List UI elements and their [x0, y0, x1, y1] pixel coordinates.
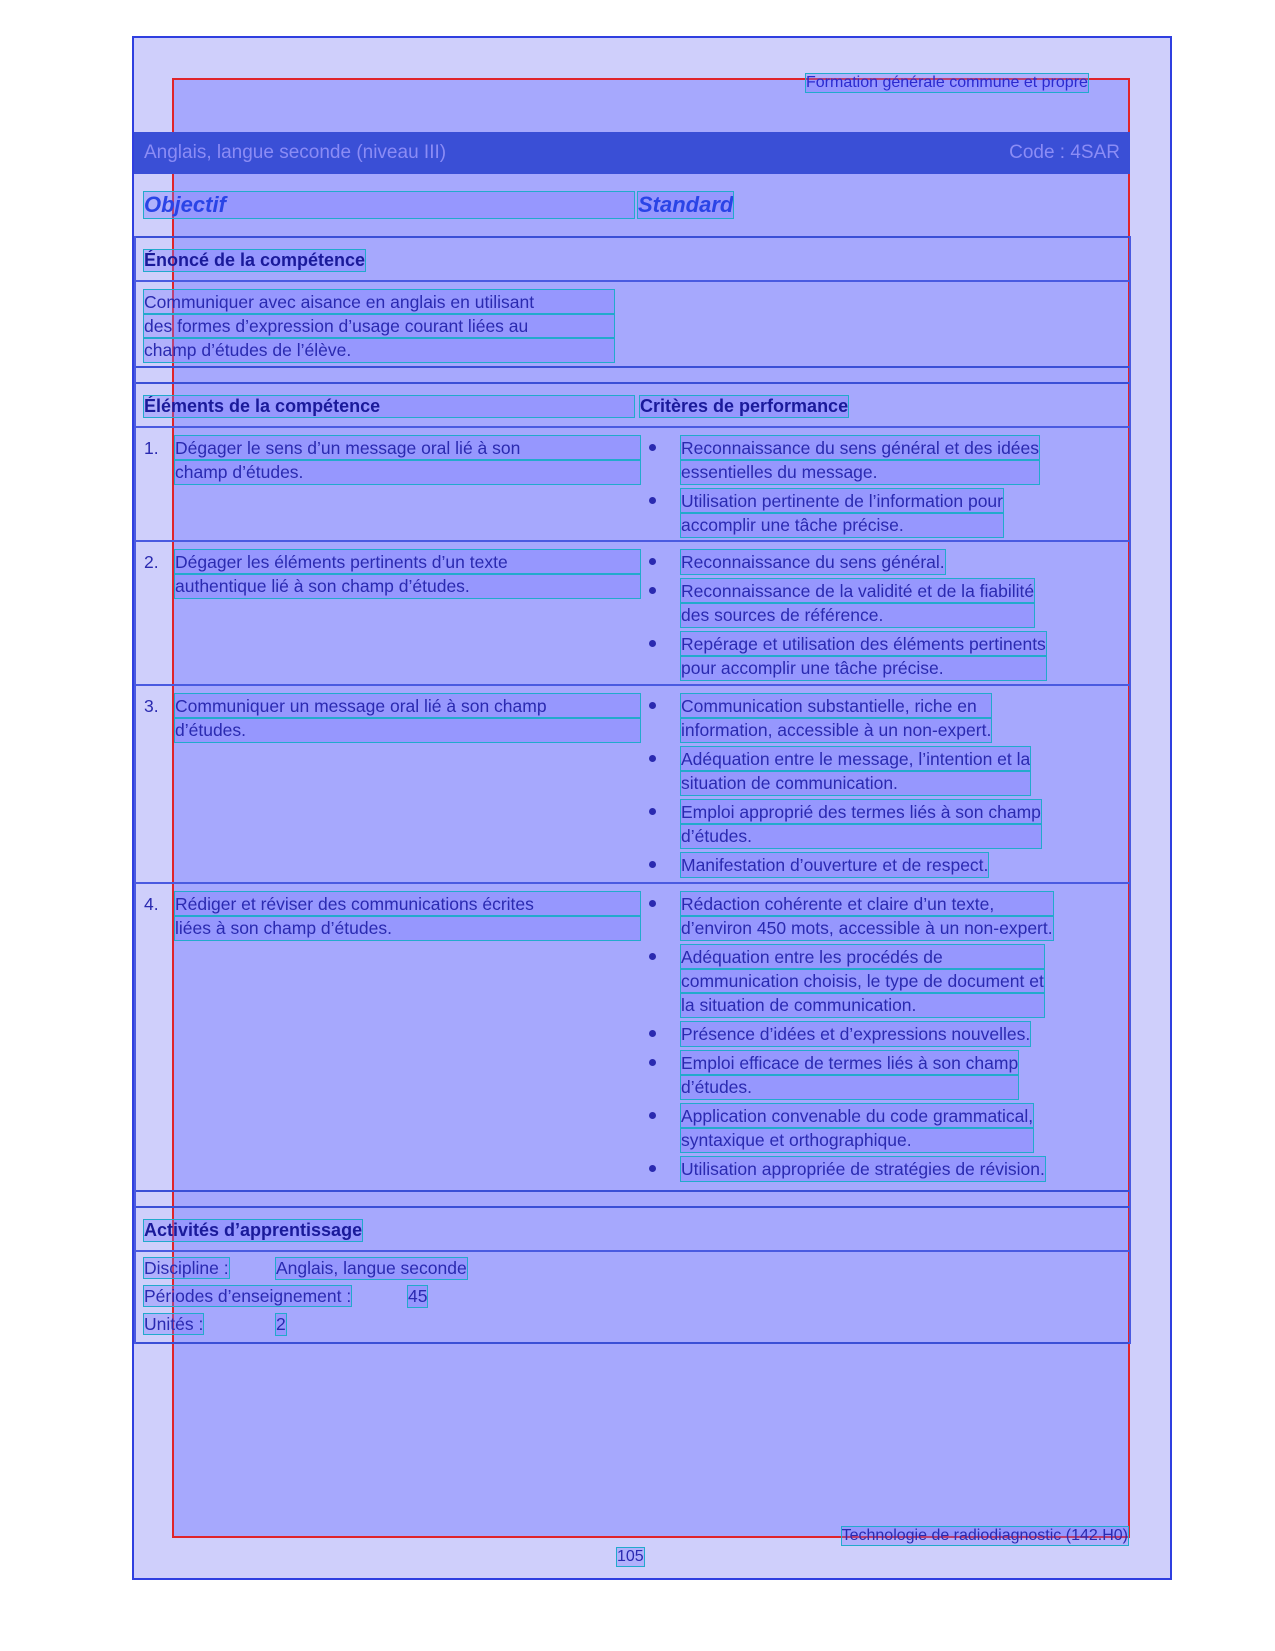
bullet-icon [646, 853, 681, 877]
bullet-icon [646, 892, 681, 916]
bullet-icon [646, 1104, 681, 1128]
criterion-line: Reconnaissance du sens général et des idées [681, 438, 1040, 458]
rule-activities-top [134, 1206, 1130, 1208]
criterion [646, 1157, 1124, 1181]
criterion-line: Manifestation d’ouverture et de respect. [681, 855, 989, 875]
criterion [646, 892, 1124, 940]
criterion [646, 694, 1124, 742]
competence-line: des formes d’expression d’usage courant liées au [144, 314, 614, 338]
course-title: Anglais, langue seconde (niveau III) [144, 142, 447, 163]
criterion [646, 579, 1124, 627]
course-code-bar [134, 132, 1130, 174]
right-border [1129, 236, 1131, 1344]
criterion-line: Repérage et utilisation des éléments pertinents [681, 634, 1046, 654]
bullet-icon [646, 436, 681, 460]
competence-statement [144, 290, 614, 362]
code-label: Code : [1009, 142, 1066, 163]
criterion-line: Application convenable du code grammatical, [681, 1106, 1034, 1126]
competence-line: Communiquer avec aisance en anglais en utilisant [144, 290, 614, 314]
criterion [646, 436, 1124, 484]
element-line: authentique lié à son champ d’études. [175, 574, 640, 598]
criterion-line: information, accessible à un non-expert. [681, 720, 992, 740]
left-border [134, 236, 136, 1344]
criterion-line: Emploi approprié des termes liés à son champ [681, 802, 1041, 822]
criterion-line: Utilisation appropriée de stratégies de révision. [681, 1159, 1045, 1179]
rule-activities-bottom [134, 1342, 1130, 1344]
bullet-icon [646, 579, 681, 603]
criteria-list [646, 436, 1124, 542]
criterion-line: Reconnaissance de la validité et de la fiabilité [681, 581, 1035, 601]
criterion [646, 945, 1124, 1017]
criteria-list [646, 550, 1124, 685]
criterion [646, 853, 1124, 877]
bullet-icon [646, 747, 681, 771]
criterion-line: Emploi efficace de termes liés à son champ [681, 1053, 1019, 1073]
periods-line [144, 1286, 428, 1307]
criterion-line: essentielles du message. [681, 460, 1039, 484]
criterion [646, 1051, 1124, 1099]
bullet-icon [646, 1051, 681, 1075]
element-text [175, 550, 640, 598]
criterion-line: Communication substantielle, riche en [681, 694, 991, 718]
criterion-line: d’environ 450 mots, accessible à un non-expert. [681, 918, 1053, 938]
discipline-line [144, 1258, 467, 1279]
rule-table-bottom [134, 1190, 1130, 1192]
bullet-icon [646, 632, 681, 656]
rule-competence-bottom [134, 366, 1130, 368]
course-code [1009, 142, 1120, 164]
periods-label: Périodes d’enseignement : [144, 1286, 352, 1306]
criterion-line: la situation de communication. [681, 993, 1044, 1017]
criterion-line: Adéquation entre les procédés de [681, 945, 1044, 969]
criterion-line: d’études. [681, 824, 1041, 848]
rule-row-3 [134, 882, 1130, 884]
units-value: 2 [276, 1314, 286, 1334]
criterion [646, 489, 1124, 537]
criterion [646, 1022, 1124, 1046]
discipline-label: Discipline : [144, 1258, 229, 1278]
bullet-icon [646, 489, 681, 513]
criterion [646, 800, 1124, 848]
criteria-list [646, 892, 1124, 1186]
rule-competence-top [134, 236, 1130, 238]
standard-header: Standard [638, 192, 734, 217]
rule-row-2 [134, 684, 1130, 686]
criterion-line: des sources de référence. [681, 603, 1034, 627]
units-line [144, 1314, 286, 1335]
element-text [175, 892, 640, 940]
element-number: 3. [144, 696, 159, 716]
criterion-line: d’études. [681, 1075, 1018, 1099]
competence-title: Énoncé de la compétence [144, 250, 366, 270]
bullet-icon [646, 694, 681, 718]
criterion [646, 550, 1124, 574]
criterion [646, 747, 1124, 795]
running-head: Formation générale commune et propre [806, 74, 1088, 91]
criteria-column-header: Critères de performance [640, 396, 849, 416]
bullet-icon [646, 945, 681, 969]
element-line: liées à son champ d’études. [175, 916, 640, 940]
criterion-line: Utilisation pertinente de l’information pour [681, 491, 1003, 511]
criterion-line: pour accomplir une tâche précise. [681, 656, 1046, 680]
element-line: Dégager les éléments pertinents d’un texte [175, 550, 640, 574]
bullet-icon [646, 1157, 681, 1181]
elements-column-header: Éléments de la compétence [144, 396, 634, 417]
element-line: Communiquer un message oral lié à son champ [175, 694, 640, 718]
element-number: 4. [144, 894, 159, 914]
criterion [646, 632, 1124, 680]
element-text [175, 694, 640, 742]
units-label: Unités : [144, 1314, 204, 1334]
criterion [646, 1104, 1124, 1152]
competence-line: champ d’études de l’élève. [144, 338, 614, 362]
element-line: Rédiger et réviser des communications écrites [175, 892, 640, 916]
element-line: Dégager le sens d’un message oral lié à son [175, 436, 640, 460]
rule-activities-mid [134, 1250, 1130, 1252]
code-value: 4SAR [1070, 142, 1120, 163]
footer-program: Technologie de radiodiagnostic (142.H0) [841, 1527, 1128, 1544]
criterion-line: Reconnaissance du sens général. [681, 552, 945, 572]
criterion-line: Adéquation entre le message, l’intention et la [681, 749, 1031, 769]
criterion-line: situation de communication. [681, 771, 1030, 795]
activities-title: Activités d’apprentissage [144, 1220, 363, 1240]
criterion-line: accomplir une tâche précise. [681, 513, 1003, 537]
bullet-icon [646, 800, 681, 824]
objective-header: Objectif [144, 192, 634, 218]
criterion-line: syntaxique et orthographique. [681, 1128, 1033, 1152]
criterion-line: Rédaction cohérente et claire d’un texte, [681, 892, 1053, 916]
criterion-line: Présence d’idées et d’expressions nouvelles. [681, 1024, 1031, 1044]
element-number: 1. [144, 438, 159, 458]
element-number: 2. [144, 552, 159, 572]
rule-table-top [134, 382, 1130, 384]
bullet-icon [646, 1022, 681, 1046]
element-text [175, 436, 640, 484]
criteria-list [646, 694, 1124, 882]
element-line: d’études. [175, 718, 640, 742]
element-line: champ d’études. [175, 460, 640, 484]
rule-row-1 [134, 540, 1130, 542]
bullet-icon [646, 550, 681, 574]
page-number: 105 [617, 1548, 644, 1565]
rule-competence-mid [134, 280, 1130, 282]
rule-table-header [134, 426, 1130, 428]
criterion-line: communication choisis, le type de document et [681, 971, 1044, 991]
discipline-value: Anglais, langue seconde [276, 1258, 467, 1278]
periods-value: 45 [408, 1286, 428, 1306]
